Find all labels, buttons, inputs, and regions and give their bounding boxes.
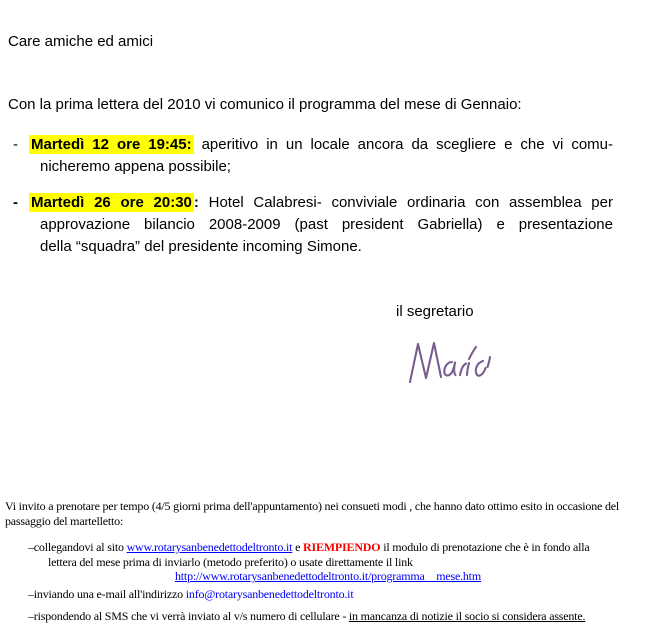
bullet-2-text: Hotel Calabresi- conviviale ordinaria con assemblea per — [198, 194, 613, 211]
program-page-link-line — [175, 569, 481, 584]
footer-item-email-prefix: –inviando una e-mail all'indirizzo — [28, 587, 186, 601]
footer-item-sms — [28, 609, 646, 624]
footer-item-email — [28, 587, 643, 602]
bullet-1-line-2: nicheremo appena possibile; — [40, 158, 231, 175]
highlight-date-1: Martedì 12 ore 19:45: — [31, 136, 192, 153]
handwritten-signature — [402, 334, 502, 394]
bullet-2-line-3: della “squadra” del presidente incoming Simone. — [40, 238, 362, 255]
footer-paragraph-line-1: Vi invito a prenotare per tempo (4/5 giorni prima dell'appuntamento) nei consueti modi , che hanno dato ottimo esito in occasione del — [5, 499, 620, 513]
bullet-2-line-2: approvazione bilancio 2008-2009 (past president Gabriella) e presentazione — [40, 216, 613, 233]
riempiendo-emphasis: RIEMPIENDO — [303, 540, 381, 554]
bullet-marker-1: - — [13, 136, 18, 153]
footer-item-website-line-2: lettera del mese prima di inviarlo (metodo preferito) o usate direttamente il link — [48, 555, 413, 569]
footer-item-sms-prefix: –rispondendo al SMS che vi verrà inviato al v/s numero di cellulare - — [28, 609, 349, 623]
bullet-marker-2: - — [13, 194, 18, 211]
footer-item-website-prefix: –collegandovi al sito — [28, 540, 127, 554]
footer-item-website-rest: il modulo di prenotazione che è in fondo alla — [380, 540, 590, 554]
intro-line: Con la prima lettera del 2010 vi comunico il programma del mese di Gennaio: — [8, 96, 522, 113]
bullet-1-text: aperitivo in un locale ancora da scegliere e che vi comu- — [193, 136, 614, 153]
bullet-1-line-1 — [29, 134, 613, 156]
bullet-2-line-1 — [29, 192, 613, 214]
greeting: Care amiche ed amici — [8, 33, 154, 50]
highlight-date-2: Martedì 26 ore 20:30 — [31, 194, 192, 211]
closing-role: il segretario — [396, 303, 474, 320]
bullet-2-colon: : — [193, 194, 199, 211]
footer-item-website — [28, 540, 643, 555]
bullet-item-2 — [13, 192, 613, 258]
program-page-link[interactable]: http://www.rotarysanbenedettodeltronto.it/programma__mese.htm — [175, 569, 481, 583]
absence-warning-underlined: in mancanza di notizie il socio si considera assente. — [348, 609, 586, 623]
bullet-item-1 — [13, 134, 614, 178]
footer-paragraph — [5, 499, 647, 529]
website-link[interactable]: www.rotarysanbenedettodeltronto.it — [126, 540, 293, 554]
email-link[interactable]: info@rotarysanbenedettodeltronto.it — [185, 587, 354, 601]
footer-item-website-mid: e — [292, 540, 304, 554]
footer-paragraph-line-2: passaggio del martelletto: — [5, 514, 124, 528]
